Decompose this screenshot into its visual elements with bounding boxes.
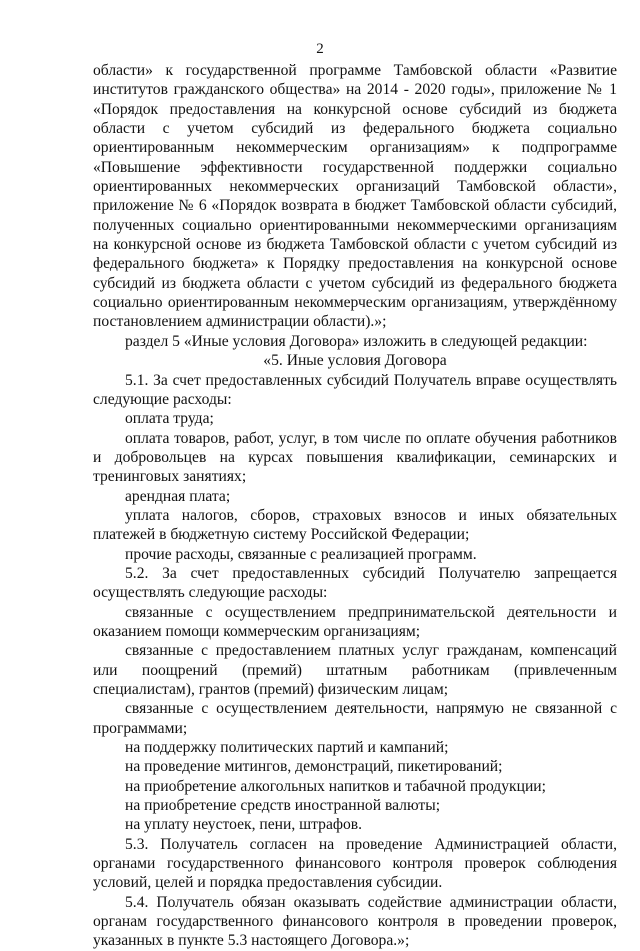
page-number: 2 [316,41,324,57]
list-item: оплата труда; [125,410,214,428]
list-item: на поддержку политических партий и кампаний; [125,739,449,757]
list-item: на уплату неустоек, пени, штрафов. [125,816,363,834]
paragraph-intro-continuation: области» к государственной программе Тамбовской области «Развитие институтов гражданского общества» на 2014 - 2020 годы», приложение № 1 «Порядок предоставления на конкурсной основе субсидий из бюджета области с учетом субсидий из федерального бюджета социально ориентированным некоммерческим организациям» к подпрограмме «Повышение эффективности государственной поддержки социально ориентированных некоммерческих организаций Тамбовской области», приложение № 6 «Порядок возврата в бюджет Тамбовской области субсидий, полученных социально ориентированными некоммерческими организациям на конкурсной основе из бюджета Тамбовской области с учетом субсидий из федерального бюджета» к Порядку предоставления на конкурсной основе субсидий из бюджета области с учетом субсидий из федерального бюджета социально ориентированным некоммерческим организациям, утверждённому постановлением администрации области).»; [93,62,617,331]
list-item: на проведение митингов, демонстраций, пикетирований; [125,758,503,776]
list-item: на приобретение алкогольных напитков и табачной продукции; [125,777,546,795]
paragraph-5-4: 5.4. Получатель обязан оказывать содействие администрации области, органам государственного финансового контроля в проведении проверок, указанных в пункте 5.3 настоящего Договора.»; [93,893,617,950]
document-body [93,61,617,951]
list-item: оплата товаров, работ, услуг, в том числе по оплате обучения работников и добровольцев на курсах повышения квалификации, семинарских и тренинговых занятиях; [93,429,617,486]
section-heading: «5. Иные условия Договора [263,352,447,370]
list-item: связанные с предоставлением платных услуг гражданам, компенсаций или поощрений (премий) штатным работникам (привлеченным специалистам), грантов (премий) физическим лицам; [93,642,617,698]
list-item: арендная плата; [125,487,231,505]
paragraph-5-2: 5.2. За счет предоставленных субсидий Получателю запрещается осуществлять следующие расходы: [93,564,617,602]
list-item: прочие расходы, связанные с реализацией программ. [125,545,477,563]
paragraph-5-3: 5.3. Получатель согласен на проведение Администрацией области, органами государственного финансового контроля проверок соблюдения условий, целей и порядка предоставления субсидии. [93,835,617,892]
list-item: связанные с осуществлением деятельности, напрямую не связанной с программами; [93,700,617,737]
paragraph-section5-intro: раздел 5 «Иные условия Договора» изложить в следующей редакции: [125,332,588,350]
list-item: связанные с осуществлением предпринимательской деятельности и оказанием помощи коммерческим организациям; [93,603,617,640]
list-item: на приобретение средств иностранной валюты; [125,797,441,815]
paragraph-5-1: 5.1. За счет предоставленных субсидий Получатель вправе осуществлять следующие расходы: [93,371,617,408]
list-item: уплата налогов, сборов, страховых взносов и иных обязательных платежей в бюджетную систему Российской Федерации; [93,506,617,544]
